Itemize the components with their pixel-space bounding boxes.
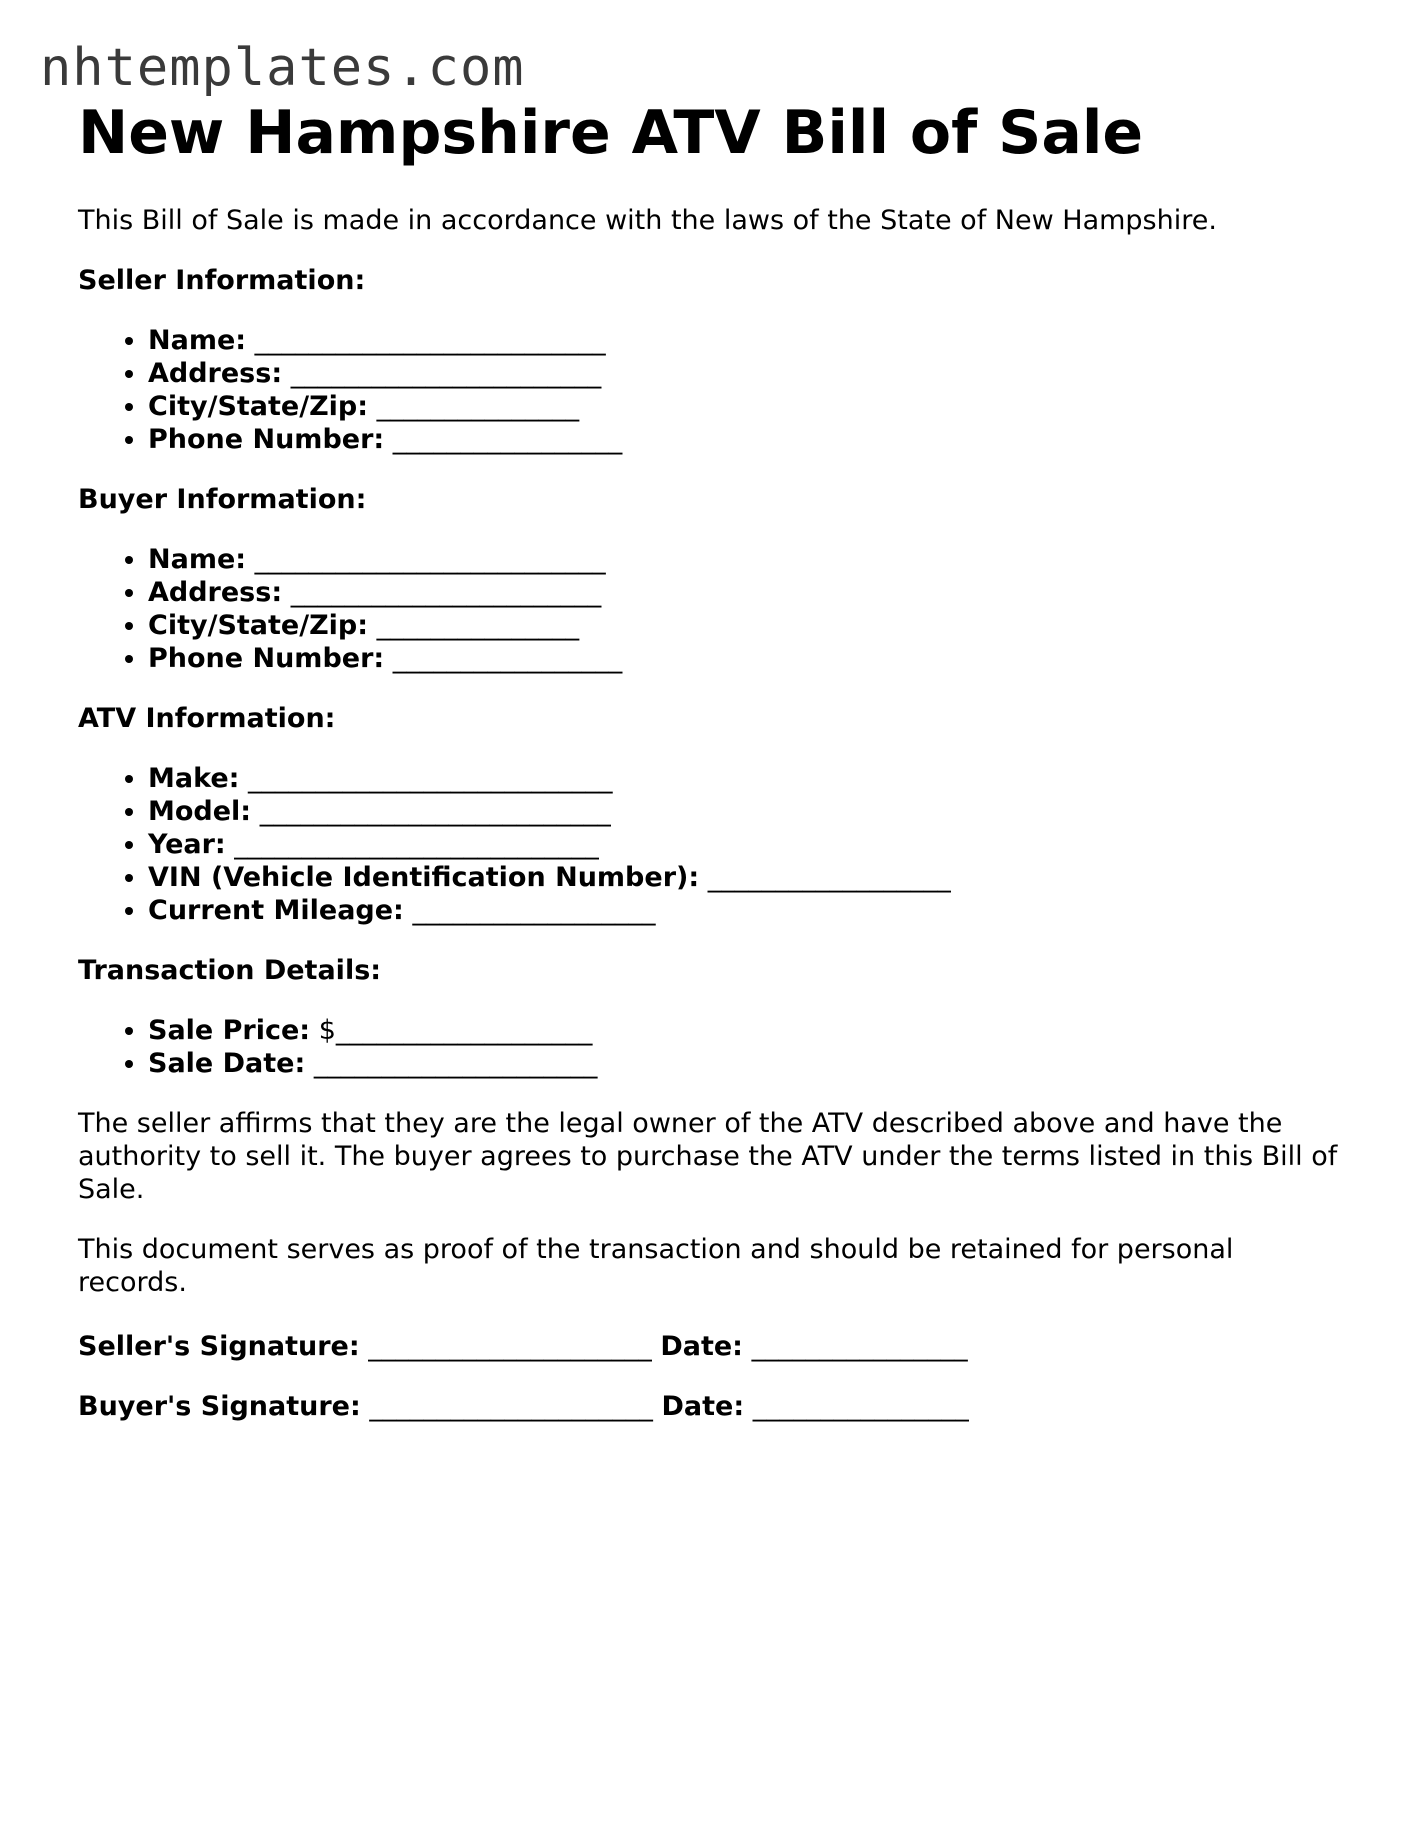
buyer-date-blank[interactable]: ________________	[744, 1391, 969, 1422]
field-blank[interactable]: ___________________________	[225, 829, 599, 860]
seller-city-state-zip-field[interactable]	[148, 390, 1348, 423]
field-label: Phone Number:	[148, 424, 385, 455]
buyer-signature-label: Buyer's Signature:	[78, 1391, 361, 1422]
field-blank[interactable]: _______________________	[282, 358, 602, 389]
field-blank[interactable]: _______________________	[282, 577, 602, 608]
field-blank[interactable]: __________________________	[246, 544, 606, 575]
field-label: Name:	[148, 544, 247, 575]
field-label: Address:	[148, 577, 283, 608]
buyer-fields	[78, 543, 1348, 675]
sale-price-field[interactable]	[148, 1014, 1348, 1047]
seller-date-label: Date:	[660, 1331, 743, 1362]
field-label: Address:	[148, 358, 283, 389]
field-blank[interactable]: __________________________	[246, 325, 606, 356]
atv-make-field[interactable]	[148, 762, 1348, 795]
atv-heading: ATV Information:	[78, 703, 336, 734]
watermark: nhtemplates.com	[40, 38, 525, 98]
seller-address-field[interactable]	[148, 357, 1348, 390]
buyer-date-label: Date:	[661, 1391, 745, 1422]
field-blank[interactable]: _________________	[384, 424, 623, 455]
seller-heading: Seller Information:	[78, 265, 366, 296]
field-label: VIN (Vehicle Identification Number):	[148, 862, 700, 893]
atv-vin-field[interactable]	[148, 861, 1348, 894]
seller-signature-blank[interactable]: _____________________	[359, 1331, 661, 1362]
field-label: Sale Price:	[148, 1015, 311, 1046]
buyer-signature-line	[78, 1390, 1348, 1423]
field-label: Make:	[148, 763, 240, 794]
page-title: New Hampshire ATV Bill of Sale	[78, 98, 1144, 168]
field-blank[interactable]: _______________	[368, 391, 580, 422]
field-blank[interactable]: _____________________	[305, 1048, 598, 1079]
buyer-signature-blank[interactable]: _____________________	[360, 1391, 662, 1422]
atv-mileage-field[interactable]	[148, 894, 1348, 927]
buyer-phone-field[interactable]	[148, 642, 1348, 675]
field-label: Model:	[148, 796, 252, 827]
field-label: City/State/Zip:	[148, 391, 369, 422]
field-blank[interactable]: ___________________________	[239, 763, 613, 794]
field-blank[interactable]: __________________	[699, 862, 951, 893]
field-blank[interactable]: __________________	[403, 895, 656, 926]
document	[78, 100, 1348, 1423]
seller-phone-field[interactable]	[148, 423, 1348, 456]
buyer-heading: Buyer Information:	[78, 484, 367, 515]
buyer-city-state-zip-field[interactable]	[148, 609, 1348, 642]
field-blank[interactable]: _________________	[384, 643, 623, 674]
seller-signature-label: Seller's Signature:	[78, 1331, 360, 1362]
field-label: Current Mileage:	[148, 895, 404, 926]
sale-date-field[interactable]	[148, 1047, 1348, 1080]
seller-date-blank[interactable]: ________________	[742, 1331, 968, 1362]
field-label: Phone Number:	[148, 643, 385, 674]
seller-fields	[78, 324, 1348, 456]
buyer-address-field[interactable]	[148, 576, 1348, 609]
transaction-heading: Transaction Details:	[78, 955, 382, 986]
atv-year-field[interactable]	[148, 828, 1348, 861]
field-blank[interactable]: _______________	[368, 610, 580, 641]
field-label: City/State/Zip:	[148, 610, 369, 641]
field-label: Sale Date:	[148, 1048, 306, 1079]
atv-model-field[interactable]	[148, 795, 1348, 828]
field-label: Year:	[148, 829, 226, 860]
field-blank[interactable]: __________________________	[251, 796, 611, 827]
seller-name-field[interactable]	[148, 324, 1348, 357]
field-label: Name:	[148, 325, 247, 356]
transaction-fields	[78, 1014, 1348, 1080]
intro-text: This Bill of Sale is made in accordance with the laws of the State of New Hampshire.	[78, 205, 1217, 236]
buyer-name-field[interactable]	[148, 543, 1348, 576]
proof-text: This document serves as proof of the transaction and should be retained for personal records.	[78, 1234, 1234, 1298]
field-blank[interactable]: $___________________	[310, 1015, 593, 1046]
seller-signature-line	[78, 1330, 1348, 1363]
atv-fields	[78, 762, 1348, 927]
affirmation-text: The seller affirms that they are the legal owner of the ATV described above and have the authority to sell it. The buyer agrees to purchase the ATV under the terms listed in this Bill of Sale.	[78, 1108, 1338, 1205]
